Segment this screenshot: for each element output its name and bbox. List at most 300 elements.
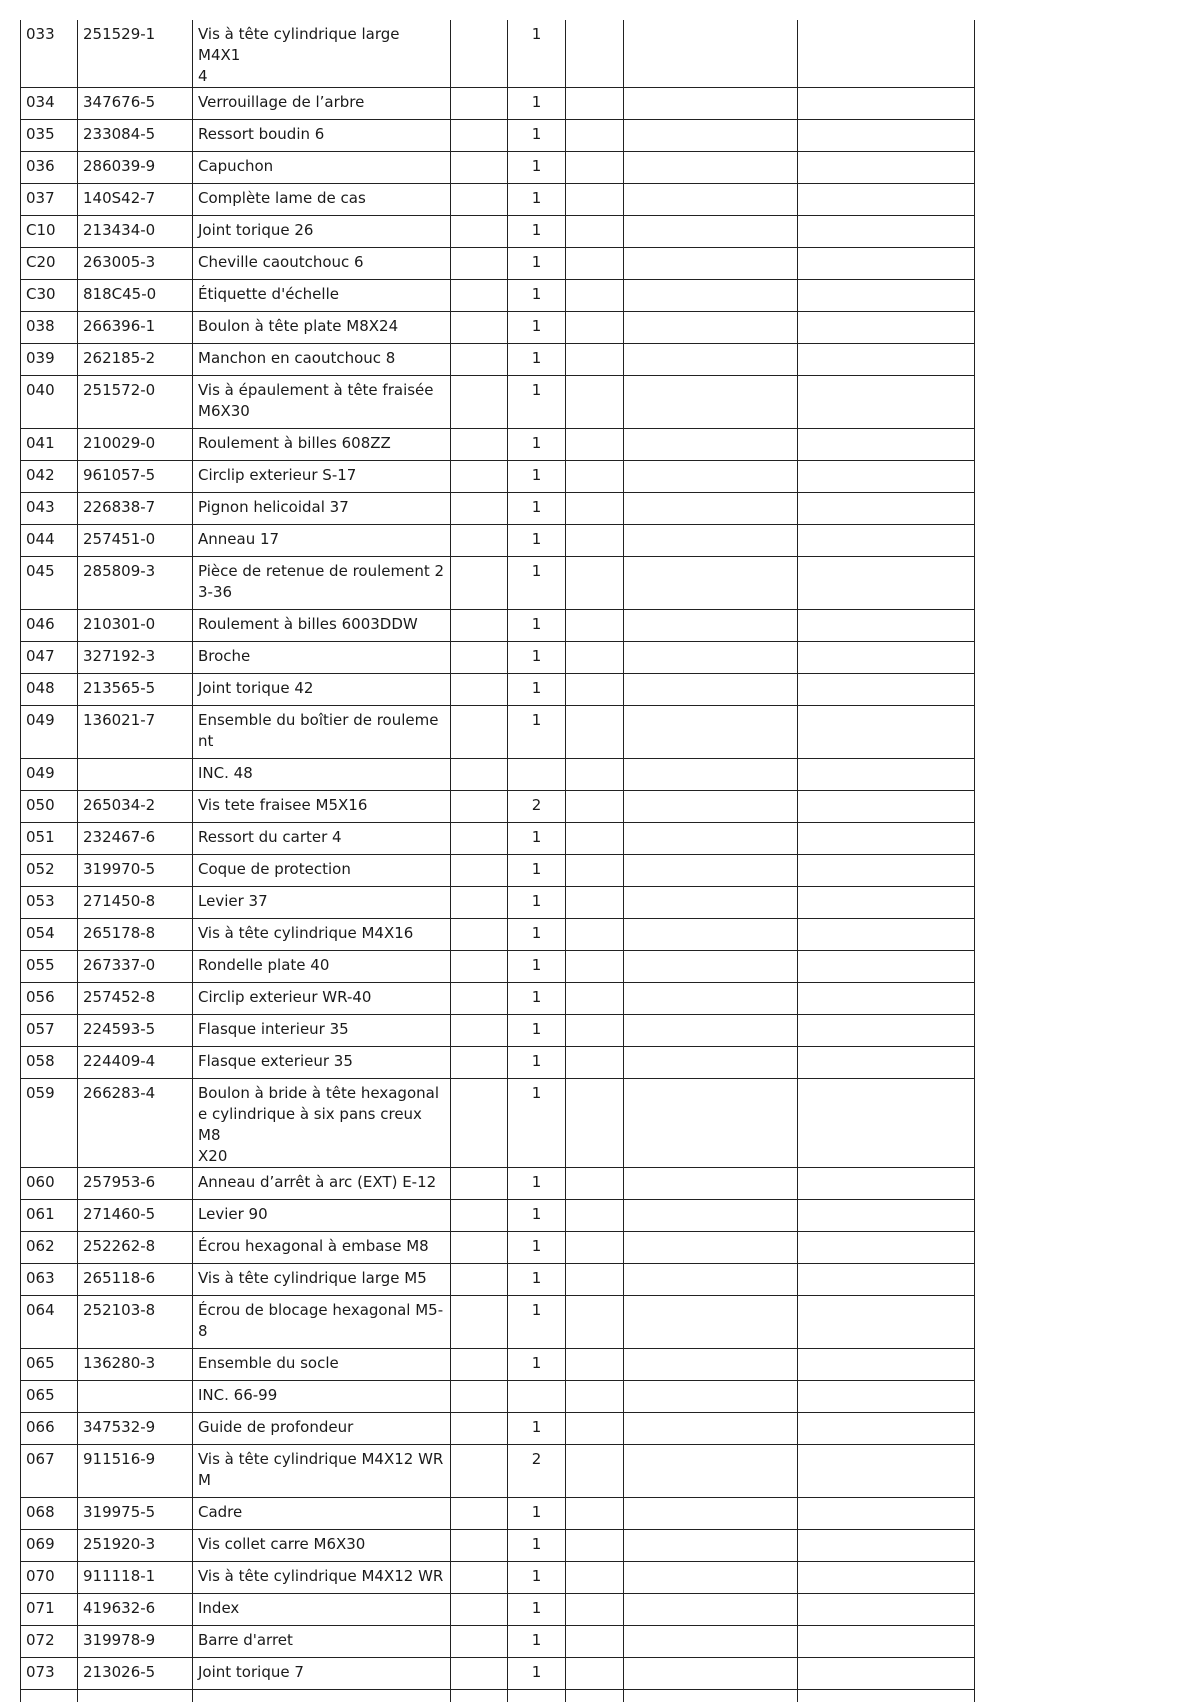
description-cell: Roulement à billes 608ZZ	[193, 429, 451, 461]
blank-cell	[624, 919, 798, 951]
blank-cell	[566, 855, 624, 887]
table-row	[21, 216, 975, 248]
item-number-cell: 047	[21, 642, 78, 674]
table-row	[21, 525, 975, 557]
blank-cell	[798, 525, 975, 557]
part-reference-cell: 319970-5	[78, 855, 193, 887]
table-row	[21, 1296, 975, 1349]
parts-table-body	[21, 20, 975, 1702]
table-row	[21, 20, 975, 88]
description-cell: Cheville caoutchouc 6	[193, 248, 451, 280]
blank-cell	[798, 429, 975, 461]
blank-cell	[624, 1349, 798, 1381]
blank-cell	[451, 759, 508, 791]
blank-cell	[451, 1445, 508, 1498]
table-row	[21, 1381, 975, 1413]
description-cell: Levier 90	[193, 1200, 451, 1232]
table-row	[21, 791, 975, 823]
blank-cell	[798, 461, 975, 493]
part-reference-cell: 136021-7	[78, 706, 193, 759]
quantity-cell: 2	[508, 1445, 566, 1498]
quantity-cell: 1	[508, 1562, 566, 1594]
part-reference-cell: 210301-0	[78, 610, 193, 642]
item-number-cell: 055	[21, 951, 78, 983]
quantity-cell: 1	[508, 706, 566, 759]
blank-cell	[451, 152, 508, 184]
description-cell: Vis à tête cylindrique large M4X1 4	[193, 20, 451, 88]
blank-cell	[798, 1168, 975, 1200]
blank-cell	[451, 855, 508, 887]
blank-cell	[566, 1296, 624, 1349]
blank-cell	[624, 791, 798, 823]
blank-cell	[624, 1200, 798, 1232]
part-reference-cell: 251572-0	[78, 376, 193, 429]
description-cell: Joint torique 7	[193, 1658, 451, 1690]
blank-cell	[798, 1015, 975, 1047]
description-cell: Écrou hexagonal à embase M8	[193, 1232, 451, 1264]
description-cell: Vis tete fraisee M5X16	[193, 791, 451, 823]
blank-cell	[451, 1200, 508, 1232]
blank-cell	[624, 1232, 798, 1264]
table-row	[21, 88, 975, 120]
part-reference-cell: 224409-4	[78, 1047, 193, 1079]
item-number-cell: 066	[21, 1413, 78, 1445]
blank-cell	[566, 1530, 624, 1562]
blank-cell	[566, 20, 624, 88]
blank-cell	[624, 88, 798, 120]
blank-cell	[798, 1349, 975, 1381]
description-cell: Boulon à tête plate M8X24	[193, 312, 451, 344]
blank-cell	[566, 983, 624, 1015]
part-reference-cell: 285809-3	[78, 557, 193, 610]
quantity-cell: 1	[508, 184, 566, 216]
quantity-cell: 1	[508, 1413, 566, 1445]
part-reference-cell: 232467-6	[78, 823, 193, 855]
blank-cell	[798, 312, 975, 344]
part-reference-cell: 140S42-7	[78, 184, 193, 216]
description-cell: Pièce de retenue de roulement 2 3-36	[193, 557, 451, 610]
table-row	[21, 1530, 975, 1562]
description-cell: Vis à tête cylindrique large M5	[193, 1264, 451, 1296]
blank-cell	[566, 642, 624, 674]
quantity-cell: 1	[508, 344, 566, 376]
table-row	[21, 1626, 975, 1658]
blank-cell	[451, 1047, 508, 1079]
table-row	[21, 493, 975, 525]
quantity-cell: 1	[508, 983, 566, 1015]
part-reference-cell: 252262-8	[78, 1232, 193, 1264]
table-row	[21, 1413, 975, 1445]
table-row	[21, 1349, 975, 1381]
blank-cell	[798, 557, 975, 610]
description-cell: Écrou de blocage hexagonal M5- 8	[193, 1296, 451, 1349]
blank-cell	[798, 88, 975, 120]
part-reference-cell: 319975-5	[78, 1498, 193, 1530]
blank-cell	[566, 1047, 624, 1079]
blank-cell	[798, 1594, 975, 1626]
blank-cell	[566, 1349, 624, 1381]
description-cell: Joint torique 26	[193, 216, 451, 248]
blank-cell	[451, 887, 508, 919]
quantity-cell: 1	[508, 1232, 566, 1264]
blank-cell	[566, 184, 624, 216]
item-number-cell: 038	[21, 312, 78, 344]
part-reference-cell: 265034-2	[78, 791, 193, 823]
description-cell: Vis à épaulement à tête fraisée M6X30	[193, 376, 451, 429]
quantity-cell: 1	[508, 312, 566, 344]
blank-cell	[624, 1168, 798, 1200]
parts-table	[20, 20, 975, 1702]
blank-cell	[451, 1413, 508, 1445]
blank-cell	[451, 791, 508, 823]
blank-cell	[798, 983, 975, 1015]
table-row	[21, 1015, 975, 1047]
item-number-cell: 035	[21, 120, 78, 152]
table-row	[21, 1168, 975, 1200]
table-row	[21, 1264, 975, 1296]
blank-cell	[798, 1530, 975, 1562]
blank-cell	[566, 1200, 624, 1232]
table-row	[21, 1200, 975, 1232]
blank-cell	[566, 887, 624, 919]
part-reference-cell: 266396-1	[78, 312, 193, 344]
table-row	[21, 1498, 975, 1530]
blank-cell	[566, 461, 624, 493]
blank-cell	[624, 1015, 798, 1047]
blank-cell	[798, 951, 975, 983]
blank-cell	[566, 557, 624, 610]
part-reference-cell: 136280-3	[78, 1349, 193, 1381]
part-reference-cell: 257452-8	[78, 983, 193, 1015]
table-row	[21, 312, 975, 344]
table-row	[21, 248, 975, 280]
description-cell: INC. 48	[193, 759, 451, 791]
blank-cell	[624, 1047, 798, 1079]
blank-cell	[624, 1264, 798, 1296]
quantity-cell: 1	[508, 642, 566, 674]
blank-cell	[624, 1658, 798, 1690]
blank-cell	[624, 1530, 798, 1562]
blank-cell	[451, 88, 508, 120]
blank-cell	[798, 1658, 975, 1690]
quantity-cell: 1	[508, 674, 566, 706]
blank-cell	[451, 184, 508, 216]
blank-cell	[451, 1015, 508, 1047]
blank-cell	[451, 1168, 508, 1200]
blank-cell	[566, 1626, 624, 1658]
item-number-cell: 051	[21, 823, 78, 855]
quantity-cell: 1	[508, 525, 566, 557]
blank-cell	[451, 674, 508, 706]
description-cell: Vis collet carre M6X30	[193, 1530, 451, 1562]
blank-cell	[451, 493, 508, 525]
quantity-cell: 1	[508, 1498, 566, 1530]
part-reference-cell: 267337-0	[78, 951, 193, 983]
blank-cell	[624, 152, 798, 184]
blank-cell	[566, 1381, 624, 1413]
blank-cell	[624, 855, 798, 887]
blank-cell	[798, 706, 975, 759]
blank-cell	[566, 376, 624, 429]
blank-cell	[566, 759, 624, 791]
quantity-cell: 1	[508, 88, 566, 120]
part-reference-cell: 266283-4	[78, 1079, 193, 1168]
description-cell: Cadre	[193, 1498, 451, 1530]
blank-cell	[798, 1200, 975, 1232]
item-number-cell: 071	[21, 1594, 78, 1626]
blank-cell	[624, 280, 798, 312]
blank-cell	[566, 429, 624, 461]
part-reference-cell: 265178-8	[78, 919, 193, 951]
table-row	[21, 1562, 975, 1594]
item-number-cell: 045	[21, 557, 78, 610]
item-number-cell: 049	[21, 759, 78, 791]
blank-cell	[798, 674, 975, 706]
description-cell: Anneau 17	[193, 525, 451, 557]
blank-cell	[798, 610, 975, 642]
quantity-cell: 1	[508, 951, 566, 983]
description-cell: Pignon helicoidal 37	[193, 493, 451, 525]
blank-cell	[566, 1264, 624, 1296]
blank-cell	[451, 1690, 508, 1702]
blank-cell	[78, 1690, 193, 1702]
blank-cell	[566, 1562, 624, 1594]
description-cell: Verrouillage de l’arbre	[193, 88, 451, 120]
blank-cell	[566, 152, 624, 184]
blank-cell	[624, 706, 798, 759]
blank-cell	[451, 1498, 508, 1530]
item-number-cell: 060	[21, 1168, 78, 1200]
blank-cell	[624, 1690, 798, 1702]
blank-cell	[624, 461, 798, 493]
part-reference-cell: 233084-5	[78, 120, 193, 152]
blank-cell	[798, 344, 975, 376]
description-cell: Flasque interieur 35	[193, 1015, 451, 1047]
blank-cell	[451, 706, 508, 759]
blank-cell	[798, 855, 975, 887]
description-cell: Ensemble du socle	[193, 1349, 451, 1381]
quantity-cell: 1	[508, 823, 566, 855]
blank-cell	[566, 1690, 624, 1702]
part-reference-cell: 252103-8	[78, 1296, 193, 1349]
part-reference-cell: 347676-5	[78, 88, 193, 120]
table-row-continued	[21, 1690, 975, 1702]
blank-cell	[798, 1296, 975, 1349]
blank-cell	[798, 759, 975, 791]
blank-cell	[624, 951, 798, 983]
blank-cell	[798, 1690, 975, 1702]
blank-cell	[798, 20, 975, 88]
blank-cell	[451, 1658, 508, 1690]
item-number-cell: 048	[21, 674, 78, 706]
part-reference-cell: 251529-1	[78, 20, 193, 88]
description-cell: Guide de profondeur	[193, 1413, 451, 1445]
item-number-cell: 046	[21, 610, 78, 642]
blank-cell	[798, 1381, 975, 1413]
table-row	[21, 887, 975, 919]
item-number-cell: 065	[21, 1349, 78, 1381]
blank-cell	[566, 791, 624, 823]
blank-cell	[566, 1594, 624, 1626]
description-cell: Ensemble du boîtier de rouleme nt	[193, 706, 451, 759]
item-number-cell: 054	[21, 919, 78, 951]
blank-cell	[624, 20, 798, 88]
blank-cell	[624, 120, 798, 152]
item-number-cell: 052	[21, 855, 78, 887]
quantity-cell: 1	[508, 610, 566, 642]
item-number-cell: 072	[21, 1626, 78, 1658]
blank-cell	[566, 1658, 624, 1690]
part-reference-cell: 262185-2	[78, 344, 193, 376]
blank-cell	[798, 1047, 975, 1079]
table-row	[21, 983, 975, 1015]
description-cell: Capuchon	[193, 152, 451, 184]
blank-cell	[566, 120, 624, 152]
part-reference-cell: 961057-5	[78, 461, 193, 493]
blank-cell	[624, 312, 798, 344]
blank-cell	[566, 1232, 624, 1264]
blank-cell	[451, 919, 508, 951]
blank-cell	[451, 525, 508, 557]
description-cell: Levier 37	[193, 887, 451, 919]
blank-cell	[798, 1445, 975, 1498]
quantity-cell: 1	[508, 216, 566, 248]
table-row	[21, 184, 975, 216]
blank-cell	[624, 216, 798, 248]
blank-cell	[624, 887, 798, 919]
blank-cell	[624, 1381, 798, 1413]
part-reference-cell	[78, 759, 193, 791]
blank-cell	[451, 216, 508, 248]
description-cell: Complète lame de cas	[193, 184, 451, 216]
quantity-cell: 1	[508, 493, 566, 525]
blank-cell	[624, 610, 798, 642]
item-number-cell: C30	[21, 280, 78, 312]
blank-cell	[798, 1562, 975, 1594]
item-number-cell: 061	[21, 1200, 78, 1232]
table-row	[21, 461, 975, 493]
blank-cell	[624, 674, 798, 706]
part-reference-cell: 263005-3	[78, 248, 193, 280]
blank-cell	[566, 248, 624, 280]
description-cell: Joint torique 42	[193, 674, 451, 706]
blank-cell	[451, 1626, 508, 1658]
blank-cell	[798, 642, 975, 674]
blank-cell	[624, 344, 798, 376]
blank-cell	[798, 919, 975, 951]
blank-cell	[566, 951, 624, 983]
part-reference-cell: 911118-1	[78, 1562, 193, 1594]
description-cell: INC. 66-99	[193, 1381, 451, 1413]
blank-cell	[624, 1498, 798, 1530]
part-reference-cell: 911516-9	[78, 1445, 193, 1498]
item-number-cell: C20	[21, 248, 78, 280]
quantity-cell	[508, 759, 566, 791]
part-reference-cell: 271450-8	[78, 887, 193, 919]
blank-cell	[798, 1232, 975, 1264]
part-reference-cell: 319978-9	[78, 1626, 193, 1658]
blank-cell	[566, 216, 624, 248]
item-number-cell: 036	[21, 152, 78, 184]
item-number-cell: 053	[21, 887, 78, 919]
part-reference-cell: 251920-3	[78, 1530, 193, 1562]
blank-cell	[624, 1079, 798, 1168]
part-reference-cell: 210029-0	[78, 429, 193, 461]
table-row	[21, 855, 975, 887]
blank-cell	[624, 983, 798, 1015]
description-cell: Boulon à bride à tête hexagonal e cylindrique à six pans creux M8 X20	[193, 1079, 451, 1168]
blank-cell	[451, 1530, 508, 1562]
blank-cell	[798, 1498, 975, 1530]
part-reference-cell: 286039-9	[78, 152, 193, 184]
item-number-cell: 037	[21, 184, 78, 216]
blank-cell	[451, 610, 508, 642]
part-reference-cell	[78, 1381, 193, 1413]
blank-cell	[451, 461, 508, 493]
blank-cell	[451, 1079, 508, 1168]
quantity-cell	[508, 1381, 566, 1413]
blank-cell	[624, 557, 798, 610]
blank-cell	[798, 216, 975, 248]
blank-cell	[624, 1296, 798, 1349]
blank-cell	[566, 280, 624, 312]
part-reference-cell: 419632-6	[78, 1594, 193, 1626]
blank-cell	[451, 1562, 508, 1594]
quantity-cell: 1	[508, 919, 566, 951]
blank-cell	[451, 951, 508, 983]
description-cell: Manchon en caoutchouc 8	[193, 344, 451, 376]
description-cell: Broche	[193, 642, 451, 674]
table-row	[21, 557, 975, 610]
table-row	[21, 674, 975, 706]
description-cell: Flasque exterieur 35	[193, 1047, 451, 1079]
item-number-cell: 062	[21, 1232, 78, 1264]
item-number-cell: 067	[21, 1445, 78, 1498]
blank-cell	[566, 493, 624, 525]
item-number-cell: 044	[21, 525, 78, 557]
quantity-cell: 1	[508, 1015, 566, 1047]
blank-cell	[451, 248, 508, 280]
quantity-cell: 1	[508, 280, 566, 312]
quantity-cell: 1	[508, 1349, 566, 1381]
table-row	[21, 706, 975, 759]
quantity-cell: 1	[508, 557, 566, 610]
part-reference-cell: 213026-5	[78, 1658, 193, 1690]
table-row	[21, 152, 975, 184]
quantity-cell: 1	[508, 1658, 566, 1690]
description-cell: Étiquette d'échelle	[193, 280, 451, 312]
description-cell: Ressort boudin 6	[193, 120, 451, 152]
item-number-cell: 069	[21, 1530, 78, 1562]
blank-cell	[193, 1690, 451, 1702]
blank-cell	[451, 429, 508, 461]
table-row	[21, 1594, 975, 1626]
blank-cell	[508, 1690, 566, 1702]
quantity-cell: 1	[508, 1047, 566, 1079]
description-cell: Vis à tête cylindrique M4X12 WR	[193, 1562, 451, 1594]
item-number-cell: 049	[21, 706, 78, 759]
blank-cell	[798, 280, 975, 312]
blank-cell	[566, 919, 624, 951]
blank-cell	[566, 1168, 624, 1200]
item-number-cell: 064	[21, 1296, 78, 1349]
table-row	[21, 1047, 975, 1079]
item-number-cell: C10	[21, 216, 78, 248]
blank-cell	[798, 1413, 975, 1445]
table-row	[21, 429, 975, 461]
blank-cell	[566, 1079, 624, 1168]
blank-cell	[624, 429, 798, 461]
